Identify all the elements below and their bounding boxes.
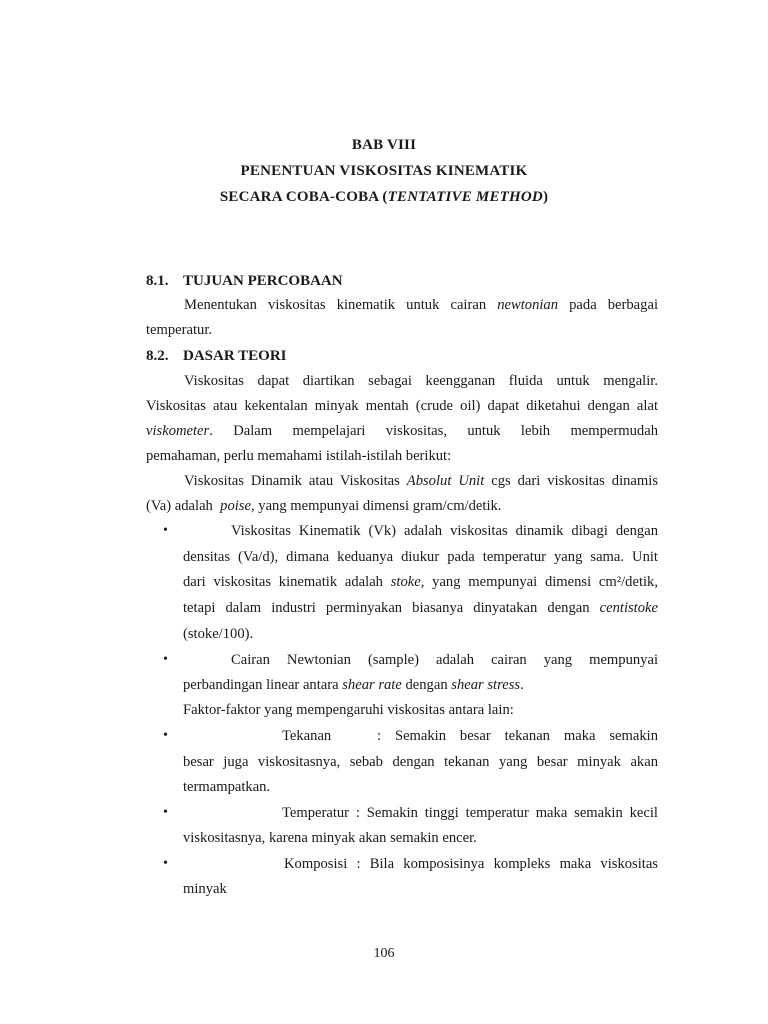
- bullet-icon: •: [163, 652, 168, 667]
- list-item-line: Cairan Newtonian (sample) adalah cairan yang mempunyai: [231, 652, 658, 668]
- section-heading-dasar-teori: 8.2. DASAR TEORI: [146, 348, 287, 364]
- list-item-line: minyak: [183, 881, 227, 897]
- list-item-line: Temperatur : Semakin tinggi temperatur maka semakin kecil: [282, 805, 658, 821]
- list-item-line: tetapi dalam industri perminyakan biasanya dinyatakan dengan centistoke: [183, 600, 658, 616]
- bullet-icon: •: [163, 856, 168, 871]
- paragraph-line: viskometer. Dalam mempelajari viskositas, untuk lebih mempermudah: [146, 423, 658, 439]
- list-item-line: termampatkan.: [183, 779, 271, 795]
- section-heading-tujuan: 8.1. TUJUAN PERCOBAAN: [146, 273, 343, 289]
- paragraph-line: Faktor-faktor yang mempengaruhi viskositas antara lain:: [183, 702, 514, 718]
- list-item-line: : Semakin besar tekanan maka semakin: [377, 728, 658, 744]
- list-item-line: viskositasnya, karena minyak akan semakin encer.: [183, 830, 477, 846]
- list-item-line: perbandingan linear antara shear rate dengan shear stress.: [183, 677, 524, 693]
- bullet-icon: •: [163, 728, 168, 743]
- page-number: 106: [373, 946, 395, 961]
- paragraph-line: Viskositas Dinamik atau Viskositas Absolut Unit cgs dari viskositas dinamis: [184, 473, 658, 489]
- paragraph-line: Menentukan viskositas kinematik untuk cairan newtonian pada berbagai: [184, 297, 658, 313]
- chapter-number: BAB VIII: [351, 137, 417, 153]
- list-item-line: Komposisi : Bila komposisinya kompleks maka viskositas: [284, 856, 658, 872]
- list-item-line: besar juga viskositasnya, sebab dengan tekanan yang besar minyak akan: [183, 754, 658, 770]
- paragraph-line: Viskositas atau kekentalan minyak mentah (crude oil) dapat diketahui dengan alat: [146, 398, 658, 414]
- list-item-line: (stoke/100).: [183, 626, 254, 642]
- chapter-title: PENENTUAN VISKOSITAS KINEMATIK: [240, 163, 528, 179]
- bullet-icon: •: [163, 805, 168, 820]
- paragraph-line: Viskositas dapat diartikan sebagai keengganan fluida untuk mengalir.: [184, 373, 658, 389]
- list-item-line: densitas (Va/d), dimana keduanya diukur pada temperatur yang sama. Unit: [183, 549, 658, 565]
- list-item-line: dari viskositas kinematik adalah stoke, yang mempunyai dimensi cm²/detik,: [183, 574, 659, 590]
- factor-label: Tekanan: [282, 728, 332, 744]
- paragraph-line: temperatur.: [146, 322, 213, 338]
- paragraph-line: pemahaman, perlu memahami istilah-istilah berikut:: [146, 448, 452, 464]
- list-item-line: Viskositas Kinematik (Vk) adalah viskositas dinamik dibagi dengan: [231, 523, 658, 539]
- bullet-icon: •: [163, 523, 168, 538]
- chapter-subtitle: SECARA COBA-COBA (TENTATIVE METHOD): [219, 189, 549, 205]
- paragraph-line: (Va) adalah poise, yang mempunyai dimensi gram/cm/detik.: [146, 498, 502, 514]
